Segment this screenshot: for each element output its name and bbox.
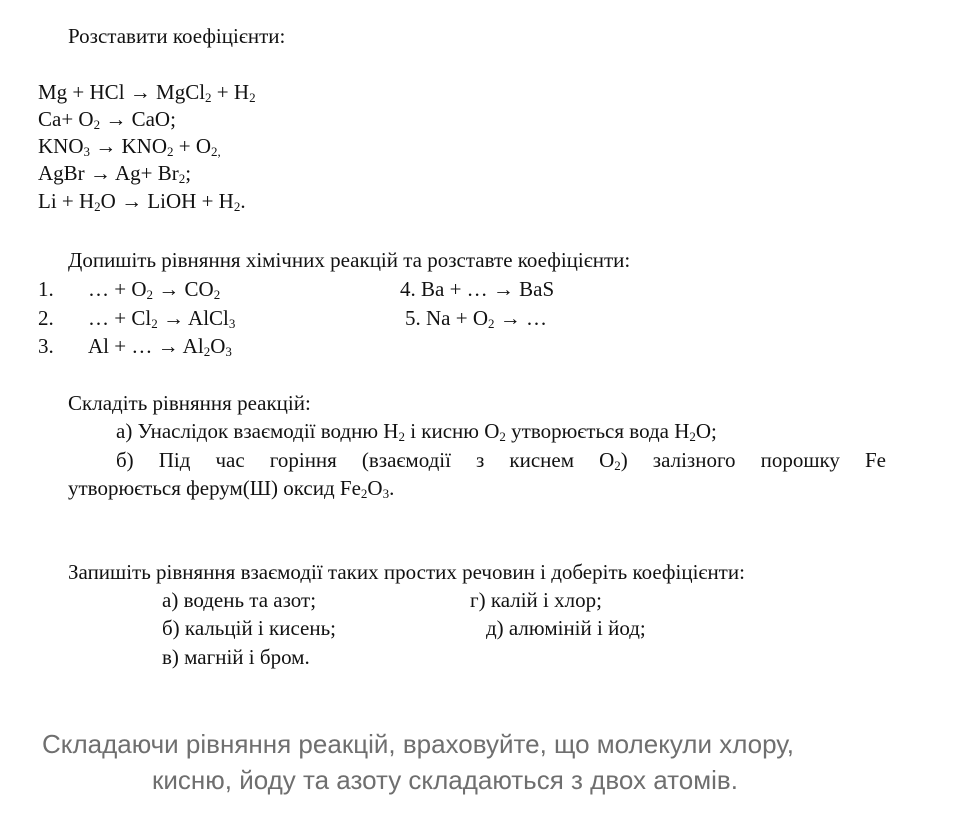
task-b-line1: б) Під час горіння (взаємодії з киснем $O_2$) залізного порошку Fe: [116, 448, 886, 473]
hint-line-2: кисню, йоду та азоту складаються з двох атомів.: [152, 765, 738, 795]
section3-title: Складіть рівняння реакцій:: [68, 391, 311, 415]
equation-3: $KNO_3 \to KNO_2 + O_{2,}$: [38, 134, 221, 159]
incomplete-equation-1: … + $O_2 \to CO_2$: [88, 277, 221, 302]
list-item: г) калій і хлор;: [470, 588, 602, 612]
task-number: 3.: [38, 334, 54, 358]
hint-line-1: Складаючи рівняння реакцій, враховуйте, що молекули хлору,: [42, 729, 794, 759]
list-item: б) кальцій і кисень;: [162, 616, 337, 640]
incomplete-equation-3: Al + … → $Al_2O_3$: [88, 334, 232, 359]
incomplete-equation-5: 5. $Na + O_2$ → …: [405, 306, 547, 331]
section4-title: Запишіть рівняння взаємодії таких простих речовин і доберіть коефіцієнти:: [68, 560, 745, 584]
section1-title: Розставити коефіцієнти:: [68, 24, 286, 48]
incomplete-equation-4: 4. Ba + … → BaS: [400, 277, 555, 301]
equation-2: $Ca+ O_2$ → CaO;: [38, 107, 176, 132]
list-item: д) алюміній і йод;: [486, 616, 646, 640]
list-item: а) водень та азот;: [162, 588, 317, 612]
task-number: 1.: [38, 277, 54, 301]
task-a: а) Унаслідок взаємодії водню $H_2$ і кисню $O_2$ утворюється вода $H_2O$;: [116, 419, 717, 444]
task-number: 2.: [38, 306, 54, 330]
incomplete-equation-2: … + $Cl_2$ → AlCl$_3$: [88, 306, 236, 331]
equation-1: Mg + HCl → MgCl$_2$ + $H_2$: [38, 80, 256, 105]
equation-4: AgBr → $Ag+ Br_2$;: [38, 161, 192, 186]
equation-5: $Li + H_2O$ → LiOH + $H_2$.: [38, 189, 246, 214]
list-item: в) магній і бром.: [162, 645, 310, 669]
task-b-line2: утворюється ферум(Ш) оксид $Fe_2O_3$.: [68, 476, 395, 501]
section2-title: Допишіть рівняння хімічних реакцій та розставте коефіцієнти:: [68, 248, 631, 272]
